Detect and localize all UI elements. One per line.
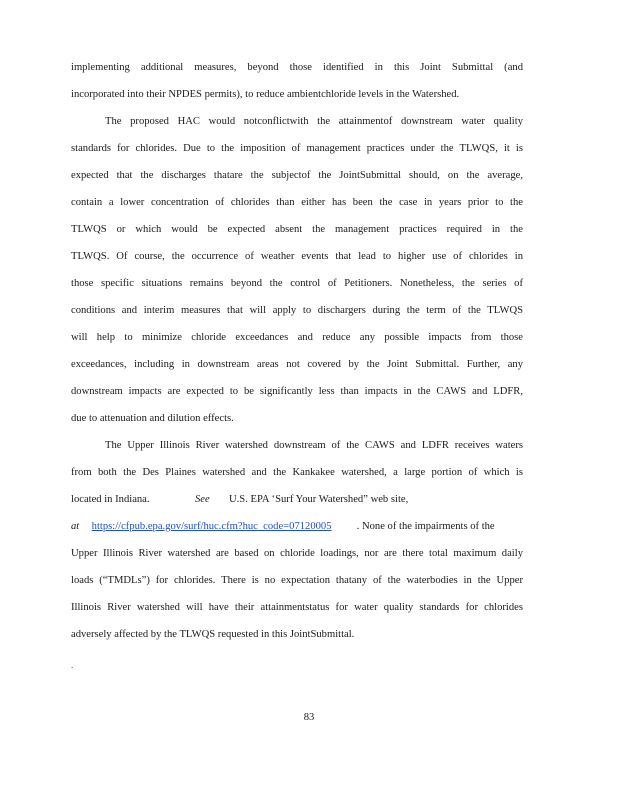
link-line	[71, 520, 523, 534]
see-location-text: located in Indiana.	[71, 494, 150, 505]
text-line-4: standards for chlorides. Due to the imposition of management practices under the TLWQS, it is	[71, 143, 523, 154]
text-line-19: Illinois River watershed will have their attainmentstatus for water quality standards for chlorides	[71, 602, 523, 613]
text-line-7: TLWQS or which would be expected absent the management practices required in the	[71, 224, 523, 235]
see-source-text: U.S. EPA ‘Surf Your Watershed” web site,	[229, 494, 409, 505]
text-line-10: conditions and interim measures that will apply to dischargers during the term of the TLWQS	[71, 305, 523, 316]
text-line-15: The Upper Illinois River watershed downstream of the CAWS and LDFR receives waters	[105, 440, 523, 451]
link-prefix-text: at	[71, 521, 80, 532]
see-reference-line	[71, 493, 408, 507]
text-line-2: incorporated into their NPDES permits), to reduce ambientchloride levels in the Watershed.	[71, 89, 460, 100]
text-line-14: due to attenuation and dilution effects.	[71, 413, 234, 424]
text-line-3: The proposed HAC would notconflictwith the attainmentof downstream water quality	[105, 116, 523, 127]
text-line-5: expected that the discharges thatare the subjectof the JointSubmittal should, on the average,	[71, 170, 523, 181]
text-line-11: will help to minimize chloride exceedances and reduce any possible impacts from those	[71, 332, 523, 343]
page-number: 83	[303, 712, 315, 723]
text-line-16: from both the Des Plaines watershed and the Kankakee watershed, a large portion of which is	[71, 467, 523, 478]
text-line-20: adversely affected by the TLWQS requested in this JointSubmittal.	[71, 629, 355, 640]
stray-mark: .	[71, 660, 74, 670]
text-line-1: implementing additional measures, beyond those identified in this Joint Submittal (and	[71, 62, 523, 73]
link-suffix-text: . None of the impairments of the	[356, 521, 495, 532]
text-line-8: TLWQS. Of course, the occurrence of weather events that lead to higher use of chlorides in	[71, 251, 523, 262]
text-line-6: contain a lower concentration of chlorides than either has been the case in years prior to the	[71, 197, 523, 208]
see-signal-text: See	[195, 494, 210, 505]
text-line-9: those specific situations remains beyond the control of Petitioners. Nonetheless, the series of	[71, 278, 523, 289]
text-line-18: loads (“TMDLs”) for chlorides. There is no expectation thatany of the waterbodies in the Upper	[71, 575, 523, 586]
text-line-13: downstream impacts are expected to be significantly less than impacts in the CAWS and LDFR,	[71, 386, 523, 397]
text-line-12: exceedances, including in downstream areas not covered by the Joint Submittal. Further, any	[71, 359, 523, 370]
text-line-17: Upper Illinois River watershed are based on chloride loadings, nor are there total maximum daily	[71, 548, 523, 559]
watershed-url-link[interactable]: https://cfpub.epa.gov/surf/huc.cfm?huc_code=07120005	[91, 521, 332, 532]
